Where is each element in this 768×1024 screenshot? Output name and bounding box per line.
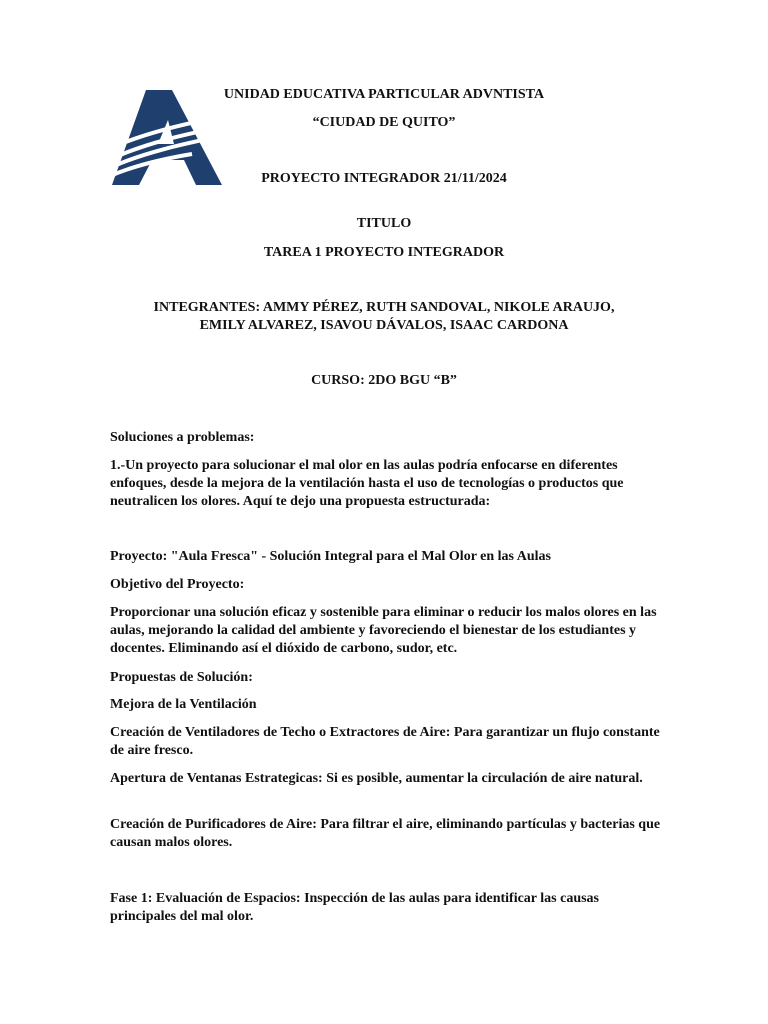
proposals-heading: Propuestas de Solución:	[110, 670, 253, 685]
phase-1: Fase 1: Evaluación de Espacios: Inspección de las aulas para identificar las causas principales del mal olor.	[110, 891, 600, 924]
item-purifiers: Creación de Purificadores de Aire: Para filtrar el aire, eliminando partículas y bacterias que causan malos olores.	[110, 817, 661, 850]
document-title: TAREA 1 PROYECTO INTEGRADOR	[263, 245, 505, 260]
solutions-heading: Soluciones a problemas:	[110, 430, 255, 445]
objective-paragraph: Proporcionar una solución eficaz y sostenible para eliminar o reducir los malos olores en las aulas, mejorando la calidad del ambiente y favoreciendo el bienestar de los estudiantes y docentes. Eliminando así el dióxido de carbono, sudor, etc.	[110, 605, 657, 656]
school-name: UNIDAD EDUCATIVA PARTICULAR ADVNTISTA	[223, 87, 545, 102]
title-label: TITULO	[356, 216, 412, 231]
objective-heading: Objetivo del Proyecto:	[110, 577, 245, 592]
item-windows: Apertura de Ventanas Estrategicas: Si es posible, aumentar la circulación de aire natural.	[110, 771, 643, 786]
school-campus: “CIUDAD DE QUITO”	[312, 115, 456, 130]
project-date: PROYECTO INTEGRADOR 21/11/2024	[261, 171, 507, 186]
item-fans: Creación de Ventiladores de Techo o Extractores de Aire: Para garantizar un flujo constante de aire fresco.	[110, 725, 660, 758]
intro-paragraph: 1.-Un proyecto para solucionar el mal olor en las aulas podría enfocarse en diferentes enfoques, desde la mejora de la ventilación hasta el uso de tecnologías o productos que neutralicen los olores. Aquí te dejo una propuesta estructurada:	[110, 458, 624, 509]
members-line-2: EMILY ALVAREZ, ISAVOU DÁVALOS, ISAAC CARDONA	[199, 318, 569, 333]
course: CURSO: 2DO BGU “B”	[311, 373, 457, 388]
ventilation-heading: Mejora de la Ventilación	[110, 697, 257, 712]
project-title: Proyecto: "Aula Fresca" - Solución Integral para el Mal Olor en las Aulas	[110, 549, 551, 564]
members-line-1: INTEGRANTES: AMMY PÉREZ, RUTH SANDOVAL, NIKOLE ARAUJO,	[153, 300, 615, 315]
